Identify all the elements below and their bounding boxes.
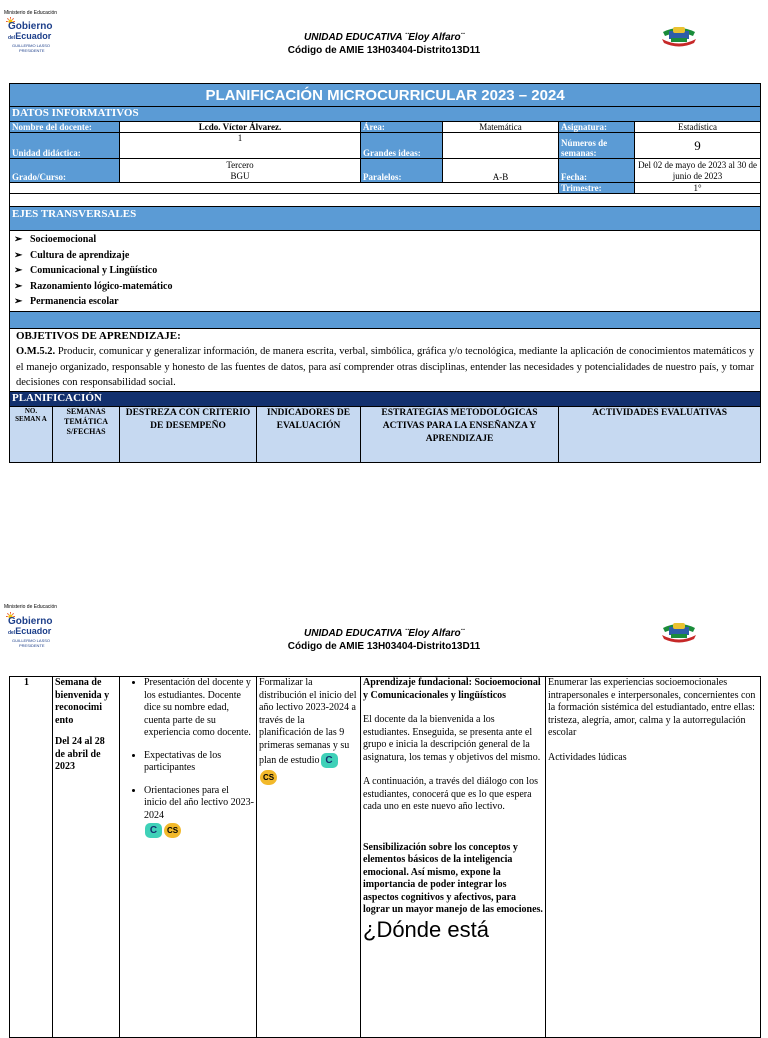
blank-row (10, 194, 761, 207)
arrow-bullet-icon: ➢ (14, 265, 23, 276)
week-table (9, 676, 761, 1038)
indicador-cell (257, 677, 361, 1038)
arrow-bullet-icon: ➢ (14, 249, 23, 261)
col-header-semana: NO. SEMAN A (10, 406, 53, 462)
eje-item: ➢ Socioemocional (14, 232, 756, 248)
col-header-estrategias: ESTRATEGIAS METODOLÓGICAS ACTIVAS PARA LA ENSEÑANZA Y APRENDIZAJE (361, 406, 559, 462)
paralelos-value: A-B (443, 159, 559, 183)
ejes-list (10, 231, 761, 312)
school-heading (0, 31, 768, 57)
asignatura-value: Estadística (635, 122, 761, 133)
ministry-label: Ministerio de Educación (4, 604, 58, 610)
crest-icon (659, 620, 699, 644)
actividad-text: Enumerar las experiencias socioemocionales intrapersonales e interpersonales, concernientes con la formación sistémica del estudiantado, entre ellas: tristeza, alegría, amor, calma y la autorregulación escolar (548, 677, 756, 738)
logo-text-president: GUILLERMO LASSO PRESIDENTE (12, 43, 51, 53)
asignatura-label: Asignatura: (559, 122, 635, 133)
school-code: Código de AMIE 13H03404-Distrito13D11 (287, 641, 481, 652)
indicador-text: Formalizar la distribución el inicio del año lectivo 2023-2024 a través de la planificación de las 9 primeras semanas y su plan de estudio (259, 677, 357, 766)
week-name: Semana de bienvenida y reconocimi ento (55, 677, 110, 726)
area-value: Matemática (443, 122, 559, 133)
estrategia-paragraph: El docente da la bienvenida a los estudiantes. Enseguida, se presenta ante el grupo e inicia la descripción general de la asignatura, los temas y objetivos del mismo. (363, 714, 541, 763)
c-badge-icon: C (145, 823, 162, 838)
estrategias-cell (361, 677, 546, 1038)
blue-spacer-row (10, 311, 761, 328)
semanas-label: Números de semanas: (559, 133, 635, 159)
estrategia-question: ¿Dónde está (363, 916, 489, 942)
eje-item: ➢ Comunicacional y Lingüístico (14, 263, 756, 279)
paralelos-label: Paralelos: (361, 159, 443, 183)
week-theme (53, 677, 120, 1038)
unidad-label: Unidad didáctica: (10, 133, 120, 159)
estrategia-title: Aprendizaje fundacional: Socioemocional y Comunicacionales y lingüísticos (363, 677, 541, 701)
estrategia-paragraph: A continuación, a través del diálogo con los estudiantes, conocerá que es lo que espera cada uno en este nuevo año lectivo. (363, 776, 538, 812)
school-name: UNIDAD EDUCATIVA ¨Eloy Alfaro¨ (304, 628, 464, 639)
ministry-label: Ministerio de Educación (4, 10, 58, 16)
fecha-label: Fecha: (559, 159, 635, 183)
school-code: Código de AMIE 13H03404-Distrito13D11 (287, 45, 481, 56)
cs-badge-icon: CS (260, 770, 277, 785)
col-header-indicadores: INDICADORES DE EVALUACIÓN (257, 406, 361, 462)
ideas-label: Grandes ideas: (361, 133, 443, 159)
week-dates: Del 24 al 28 de abril de 2023 (55, 736, 105, 772)
ideas-value (443, 133, 559, 159)
objetivos-block (10, 328, 761, 391)
cs-badge-icon: CS (164, 823, 181, 838)
crest-icon (659, 24, 699, 48)
docente-label: Nombre del docente: (10, 122, 120, 133)
col-header-destreza: DESTREZA CON CRITERIO DE DESEMPEÑO (120, 406, 257, 462)
week-number: 1 (10, 677, 53, 1038)
table-row (10, 677, 761, 1038)
datos-informativos-heading: DATOS INFORMATIVOS (10, 107, 761, 122)
page-header-1 (0, 0, 768, 56)
col-header-semanas-tematicas: SEMANAS TEMÁTICA S/FECHAS (53, 406, 120, 462)
logo-text-gobierno: Gobierno (8, 616, 53, 627)
logo-text-ecuador: delEcuador (8, 31, 52, 41)
school-name: UNIDAD EDUCATIVA ¨Eloy Alfaro¨ (304, 32, 464, 43)
arrow-bullet-icon: ➢ (14, 280, 23, 292)
ejes-heading: EJES TRANSVERSALES (10, 207, 761, 231)
c-badge-icon: C (321, 753, 338, 768)
eje-item: ➢ Cultura de aprendizaje (14, 248, 756, 264)
actividades-cell (546, 677, 761, 1038)
objetivo-code: O.M.5.2. (16, 346, 56, 357)
grado-label: Grado/Curso: (10, 159, 120, 183)
arrow-bullet-icon: ➢ (14, 234, 23, 245)
list-item: • Expectativas de los participantes (144, 750, 254, 775)
destrezas-cell (120, 677, 257, 1038)
actividad-text: Actividades lúdicas (548, 751, 627, 763)
semanas-value: 9 (635, 133, 761, 159)
estrategia-paragraph: Sensibilización sobre los conceptos y elementos básicos de la inteligencia emocional. Así mismo, expone la importancia de poder integrar los aspectos cognitivos y afectivos, para lograr un mayor manejo de las emociones. (363, 841, 543, 915)
planificacion-heading: PLANIFICACIÓN (10, 391, 761, 406)
logo-text-ecuador: delEcuador (8, 626, 52, 636)
logo-text-president: GUILLERMO LASSO PRESIDENTE (12, 638, 51, 648)
objetivo-text: Producir, comunicar y generalizar información, de manera escrita, verbal, simbólica, gráfica y/o tecnológica, mediante la aplicación de conocimientos matemáticos y el manejo organizado, responsable y honesto de las fuentes de datos, para así comprender otras disciplinas, entender las necesidades y potencialidades de nuestro país, y tomar decisiones con responsabilidad social. (16, 346, 755, 388)
trimestre-spacer (10, 183, 559, 194)
school-heading (0, 627, 768, 653)
arrow-bullet-icon: ➢ (14, 296, 23, 307)
eje-item: ➢ Permanencia escolar (14, 294, 756, 310)
list-item: • Presentación del docente y los estudiantes. Docente dice su nombre edad, cuenta parte de su experiencia como docente. (144, 677, 254, 740)
unidad-value: 1 (120, 133, 361, 159)
plan-title: PLANIFICACIÓN MICROCURRICULAR 2023 – 2024 (10, 84, 761, 107)
page-header-2 (0, 596, 768, 652)
objetivos-heading: OBJETIVOS DE APRENDIZAJE: (16, 329, 181, 342)
grado-value: Tercero BGU (120, 159, 361, 183)
area-label: Área: (361, 122, 443, 133)
trimestre-label: Trimestre: (559, 183, 635, 194)
docente-value: Lcdo. Víctor Álvarez. (120, 122, 361, 133)
eje-item: ➢ Razonamiento lógico-matemático (14, 279, 756, 295)
planning-info-table (9, 83, 761, 463)
fecha-value: Del 02 de mayo de 2023 al 30 de junio de 2023 (635, 159, 761, 183)
col-header-actividades: ACTIVIDADES EVALUATIVAS (559, 406, 761, 462)
logo-text-gobierno: Gobierno (8, 21, 53, 32)
trimestre-value: 1° (635, 183, 761, 194)
list-item: • Orientaciones para el inicio del año lectivo 2023-2024 C CS (144, 785, 254, 840)
